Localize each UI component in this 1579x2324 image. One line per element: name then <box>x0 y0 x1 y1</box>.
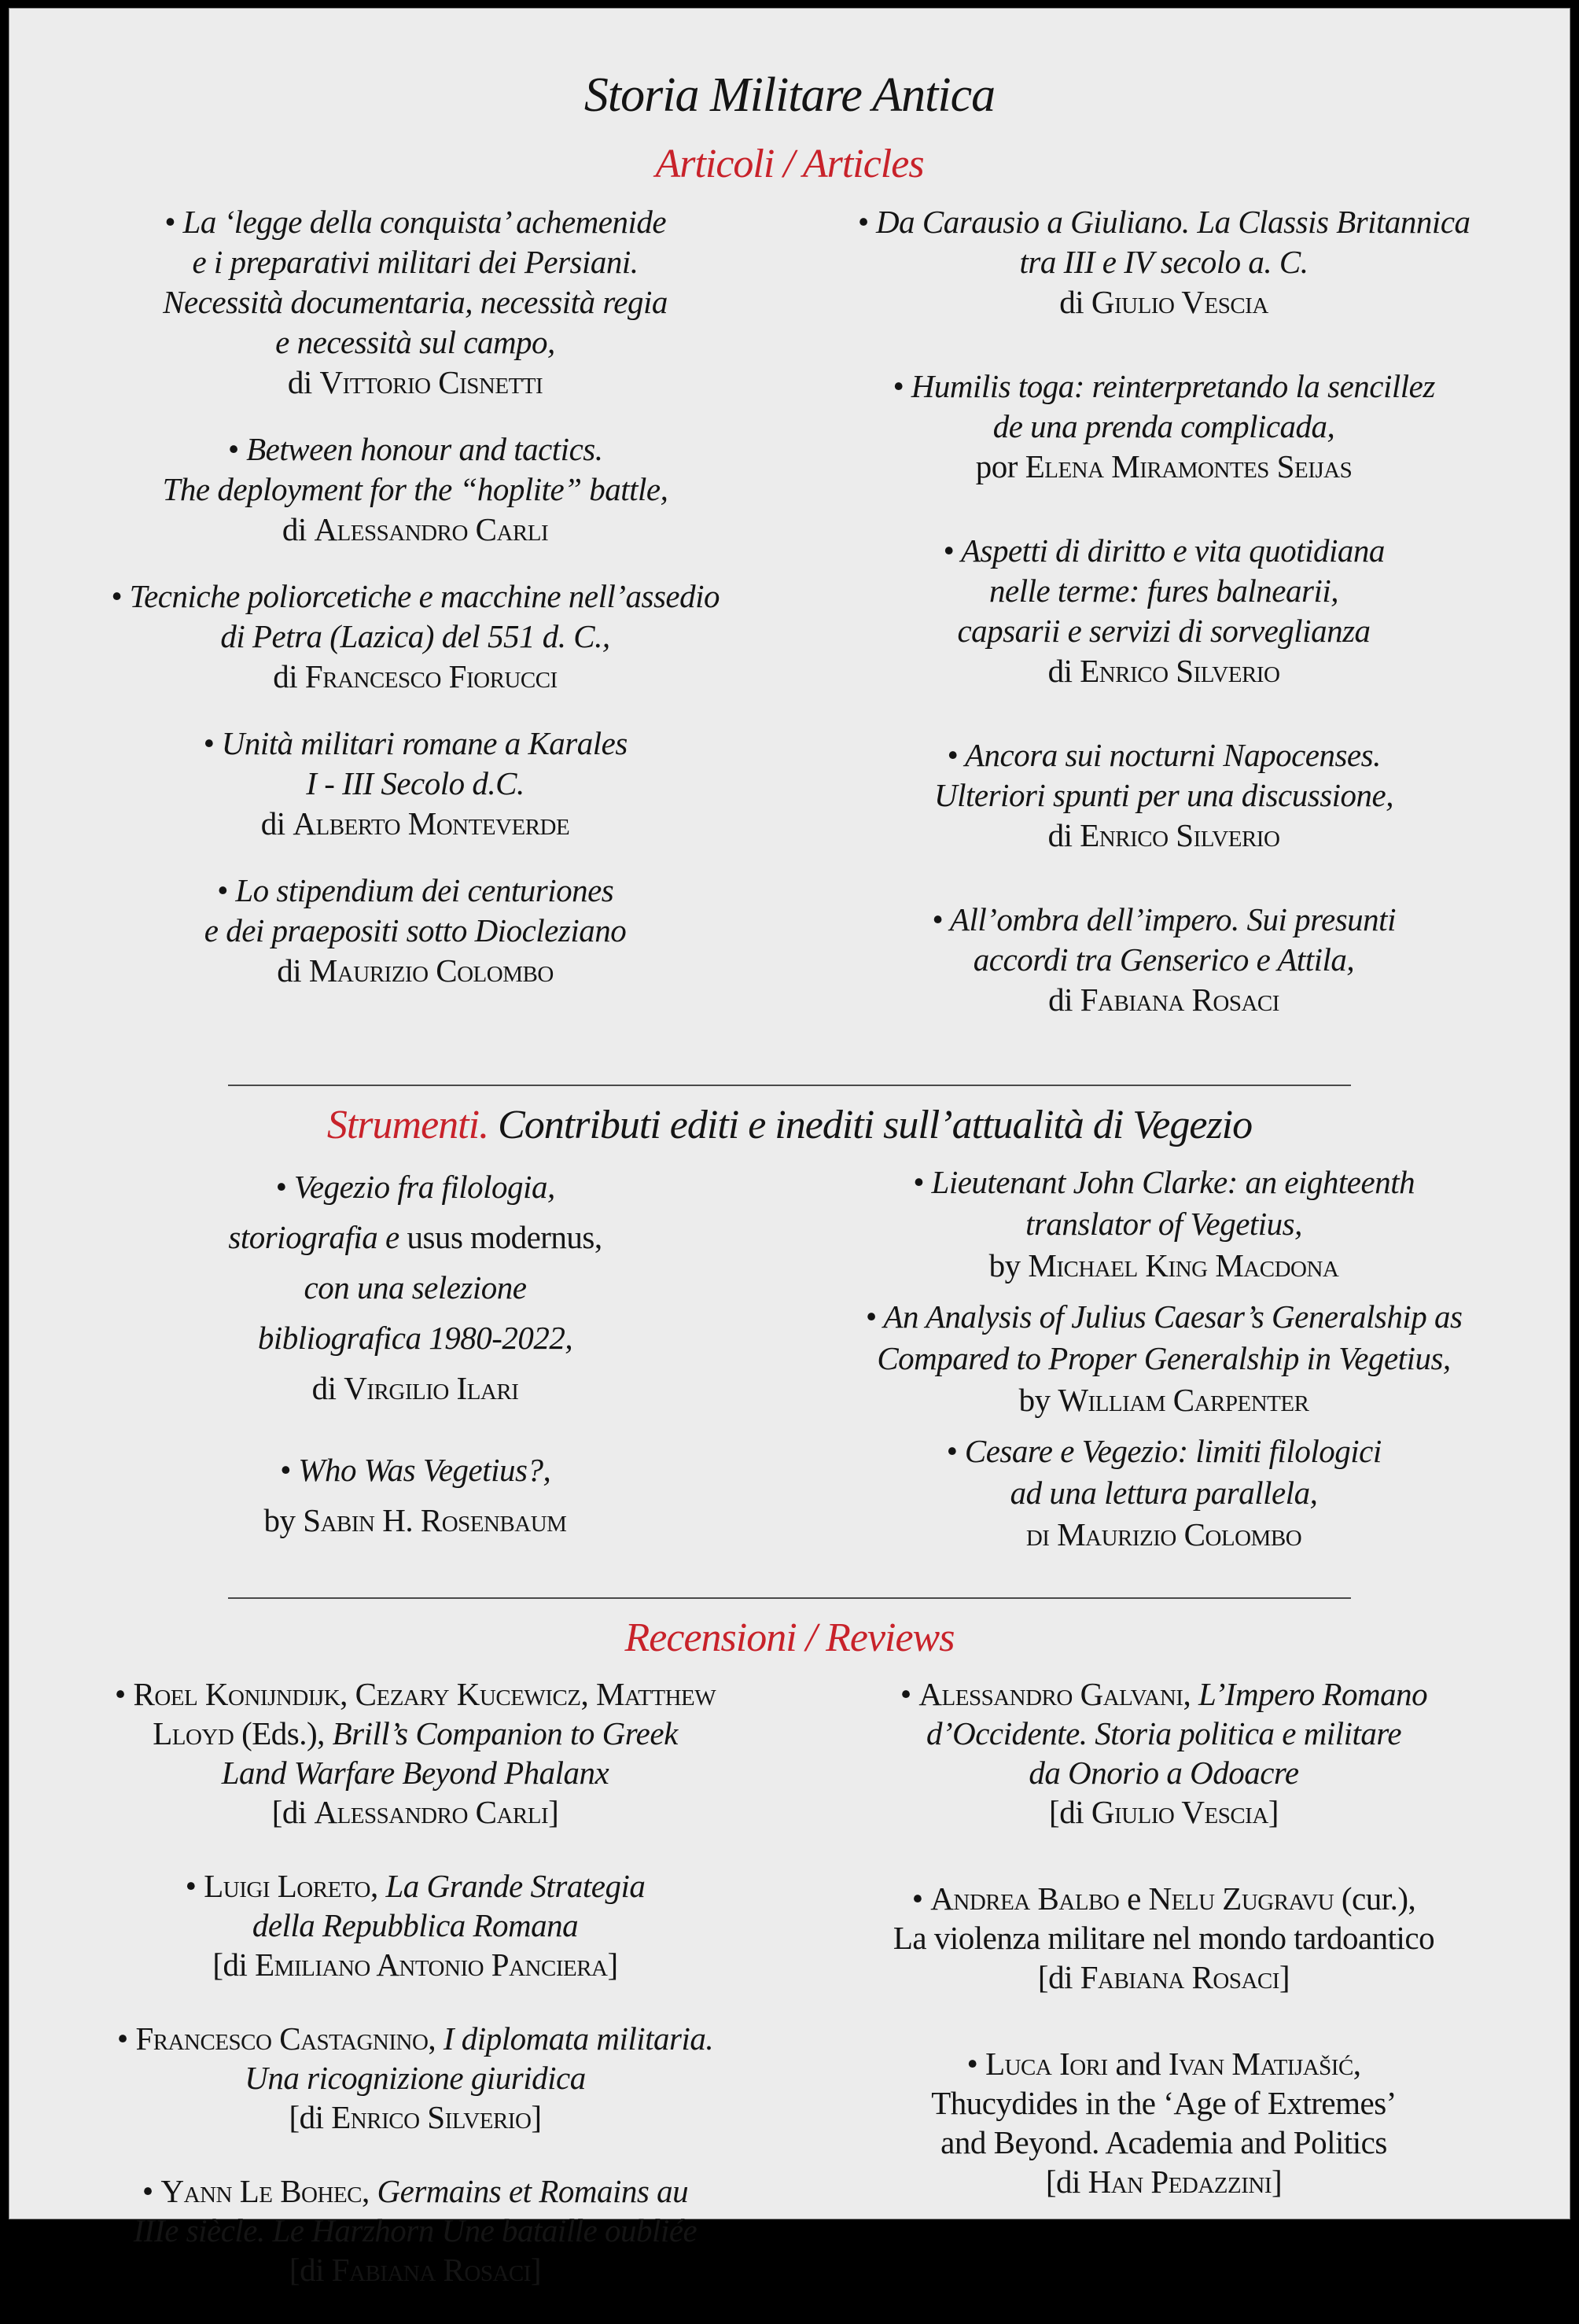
text-segment: accordi tra Genserico e Attila, <box>973 941 1355 978</box>
text-segment: Brill’s Companion to Greek <box>332 1715 678 1751</box>
toc-item <box>41 1162 790 1413</box>
toc-line <box>41 510 790 550</box>
text-segment: I diplomata militaria. <box>443 2020 714 2057</box>
toc-item <box>790 1431 1538 1556</box>
journal-contents-page <box>9 8 1570 2288</box>
toc-line <box>790 900 1538 940</box>
toc-item <box>41 1866 790 1984</box>
text-segment: Han Pedazzini <box>1088 2164 1272 2200</box>
strumenti-column-left <box>41 1162 790 1577</box>
toc-line <box>790 2044 1538 2083</box>
toc-item <box>41 1674 790 1832</box>
text-segment: William Carpenter <box>1058 1382 1309 1418</box>
toc-line <box>41 242 790 282</box>
toc-line <box>41 1866 790 1906</box>
text-segment: ] <box>1268 1794 1279 1830</box>
toc-line <box>790 1918 1538 1958</box>
text-segment: Fabiana Rosaci <box>331 2252 531 2288</box>
text-segment: • <box>911 1880 931 1917</box>
toc-line <box>790 1753 1538 1792</box>
text-segment: e dei praepositi sotto Diocleziano <box>204 912 627 948</box>
text-segment: translator of Vegetius, <box>1025 1206 1302 1242</box>
toc-line <box>41 871 790 911</box>
toc-line <box>41 1792 790 1832</box>
text-segment: • <box>116 2020 136 2057</box>
text-segment: L’Impero Romano <box>1198 1676 1428 1712</box>
toc-line <box>790 1379 1538 1421</box>
text-segment: Ivan Matijašić <box>1168 2046 1353 2082</box>
section-header-articles: Articoli / Articles <box>655 142 924 186</box>
text-segment: [di <box>212 1946 256 1983</box>
text-segment: [di <box>289 2099 332 2135</box>
toc-line <box>41 951 790 991</box>
recensioni-column-left <box>41 1674 790 2324</box>
toc-line <box>41 322 790 363</box>
text-segment: • An Analysis of Julius Caesar’s Generalship as <box>865 1298 1463 1335</box>
text-segment: di <box>1048 982 1080 1018</box>
articles-column-left <box>41 202 790 1064</box>
toc-line <box>41 1262 790 1313</box>
text-segment: ] <box>1279 1959 1290 1995</box>
toc-line <box>790 202 1538 242</box>
toc-line <box>41 1753 790 1792</box>
section-header-strumenti <box>41 1100 1538 1151</box>
text-segment: de una prenda complicada, <box>992 408 1335 444</box>
text-segment: • Aspetti di diritto e vita quotidiana <box>943 532 1385 569</box>
toc-item <box>41 871 790 991</box>
section-divider <box>228 1085 1351 1086</box>
toc-item <box>41 2171 790 2289</box>
text-segment: • Humilis toga: reinterpretando la sencillez <box>893 368 1435 404</box>
text-segment: and Beyond. Academia and Politics <box>940 2124 1387 2160</box>
text-segment: , <box>1183 1676 1198 1712</box>
text-segment: The deployment for the “hoplite” battle, <box>162 471 668 507</box>
toc-line <box>790 1296 1538 1338</box>
section-header-recensioni: Recensioni / Reviews <box>624 1615 955 1660</box>
text-segment: , <box>1353 2046 1361 2082</box>
text-segment: Land Warfare Beyond Phalanx <box>221 1755 609 1791</box>
toc-line <box>790 2083 1538 2123</box>
toc-line <box>41 576 790 617</box>
toc-line <box>41 202 790 242</box>
toc-line <box>41 1445 790 1495</box>
text-segment: bibliografica 1980-2022, <box>257 1320 573 1356</box>
toc-item <box>41 724 790 844</box>
toc-line <box>790 1674 1538 1714</box>
toc-line <box>41 1714 790 1753</box>
text-segment: Vittorio Cisnetti <box>319 364 543 400</box>
toc-line <box>790 1958 1538 1997</box>
toc-item <box>790 366 1538 487</box>
text-segment: ] <box>548 1794 559 1830</box>
text-segment: usus modernus, <box>407 1219 602 1255</box>
toc-line <box>790 531 1538 571</box>
text-segment: • Vegezio fra filologia, <box>275 1169 555 1205</box>
text-segment: e <box>1119 1880 1149 1917</box>
text-segment: di <box>273 658 305 694</box>
text-segment: di <box>1047 817 1080 853</box>
toc-line <box>41 363 790 403</box>
text-segment: d’Occidente. Storia politica e militare <box>926 1715 1402 1751</box>
text-segment: di <box>311 1370 344 1406</box>
text-segment: • Da Carausio a Giuliano. La Classis Britannica <box>857 204 1470 240</box>
toc-item <box>41 429 790 550</box>
toc-item <box>790 2044 1538 2201</box>
section-strumenti <box>41 1100 1538 1577</box>
text-segment: • La ‘legge della conquista’ achemenide <box>164 204 667 240</box>
toc-line <box>41 282 790 322</box>
toc-line <box>790 2162 1538 2201</box>
toc-line <box>41 429 790 470</box>
toc-line <box>41 911 790 951</box>
text-segment: , <box>428 2020 444 2057</box>
toc-item <box>41 202 790 403</box>
toc-line <box>790 1714 1538 1753</box>
text-segment: , <box>362 2173 377 2209</box>
text-segment: di Maurizio Colombo <box>1025 1516 1302 1552</box>
toc-line <box>790 282 1538 322</box>
toc-line <box>790 816 1538 856</box>
toc-line <box>41 1674 790 1714</box>
toc-line <box>790 1472 1538 1514</box>
text-segment: • Unità militari romane a Karales <box>203 725 628 761</box>
text-segment: La violenza militare nel mondo tardoantico <box>893 1920 1435 1956</box>
text-segment: • <box>900 1676 919 1712</box>
text-segment: [di <box>289 2252 332 2288</box>
toc-line <box>790 2123 1538 2162</box>
text-segment: Alessandro Galvani <box>918 1676 1183 1712</box>
strumenti-subtitle: Contributi editi e inediti sull’attualità di Vegezio <box>488 1103 1253 1147</box>
text-segment: Elena Miramontes Seijas <box>1025 448 1353 484</box>
toc-item <box>790 202 1538 322</box>
toc-line <box>41 470 790 510</box>
text-segment: I - III Secolo d.C. <box>306 765 524 801</box>
text-segment: Yann Le Bohec <box>160 2173 363 2209</box>
toc-line <box>790 1203 1538 1245</box>
text-segment: [di <box>1049 1794 1091 1830</box>
toc-line <box>790 1431 1538 1472</box>
text-segment: Lloyd <box>153 1715 234 1751</box>
text-segment: • Ancora sui nocturni Napocenses. <box>947 737 1381 773</box>
toc-line <box>790 242 1538 282</box>
text-segment: ] <box>607 1946 618 1983</box>
toc-line <box>41 804 790 844</box>
toc-line <box>790 940 1538 980</box>
toc-line <box>41 1162 790 1212</box>
toc-line <box>41 764 790 804</box>
text-segment: • <box>185 1868 204 1904</box>
text-segment: • All’ombra dell’impero. Sui presunti <box>932 901 1396 937</box>
articles-column-right <box>790 202 1538 1064</box>
text-segment: IIIe siècle. Le Harzhorn Une bataille oubliée <box>133 2212 697 2248</box>
toc-item <box>790 900 1538 1020</box>
text-segment: e i preparativi militari dei Persiani. <box>192 244 639 280</box>
toc-item <box>790 1879 1538 1997</box>
text-segment: ] <box>530 2252 542 2288</box>
text-segment: Roel Konijndijk, Cezary Kucewicz, Matthew <box>133 1676 716 1712</box>
text-segment: Virgilio Ilari <box>344 1370 519 1406</box>
toc-line <box>790 980 1538 1020</box>
toc-line <box>41 1363 790 1413</box>
text-segment: Alberto Monteverde <box>293 805 570 842</box>
toc-line <box>41 2171 790 2211</box>
text-segment: Compared to Proper Generalship in Vegetius, <box>877 1340 1451 1376</box>
toc-line <box>41 2211 790 2250</box>
text-segment: • Between honour and tactics. <box>227 431 603 467</box>
text-segment: ] <box>531 2099 542 2135</box>
text-segment: nelle terme: fures balnearii, <box>989 573 1338 609</box>
text-segment: storiografia e <box>228 1219 407 1255</box>
text-segment: • Who Was Vegetius?, <box>279 1452 551 1488</box>
page-title: Storia Militare Antica <box>583 68 996 122</box>
text-segment: [di <box>1045 2164 1088 2200</box>
toc-line <box>790 1879 1538 1918</box>
text-segment: Emiliano Antonio Panciera <box>255 1946 608 1983</box>
toc-line <box>790 735 1538 775</box>
toc-line <box>41 724 790 764</box>
text-segment: Francesco Castagnino <box>135 2020 429 2057</box>
text-segment: tra III e IV secolo a. C. <box>1019 244 1308 280</box>
text-segment: (Eds.), <box>234 1715 333 1751</box>
text-segment: da Onorio a Odoacre <box>1029 1755 1299 1791</box>
toc-line <box>790 651 1538 691</box>
text-segment: [di <box>271 1794 315 1830</box>
text-segment: di <box>260 805 293 842</box>
text-segment: • <box>142 2173 161 2209</box>
text-segment: di <box>287 364 320 400</box>
text-segment: Fabiana Rosaci <box>1080 982 1279 1018</box>
text-segment: ] <box>1271 2164 1283 2200</box>
text-segment: di <box>282 511 315 547</box>
text-segment: Enrico Silverio <box>1080 817 1280 853</box>
text-segment: Sabin H. Rosenbaum <box>303 1502 567 1538</box>
text-segment: • Lieutenant John Clarke: an eighteenth <box>912 1164 1415 1200</box>
text-segment: [di <box>1037 1959 1080 1995</box>
toc-line <box>41 1495 790 1545</box>
text-segment: by <box>1018 1382 1058 1418</box>
text-segment: • Lo stipendium dei centuriones <box>216 872 614 908</box>
text-segment: della Repubblica Romana <box>252 1907 579 1943</box>
text-segment: Enrico Silverio <box>1080 653 1280 689</box>
toc-line <box>790 571 1538 611</box>
toc-line <box>41 2019 790 2058</box>
text-segment: Una ricognizione giuridica <box>245 2060 586 2096</box>
text-segment: Michael King Macdona <box>1028 1247 1339 1284</box>
strumenti-columns <box>41 1162 1538 1577</box>
toc-line <box>41 1212 790 1262</box>
text-segment: by <box>988 1247 1029 1284</box>
toc-line <box>41 2250 790 2289</box>
section-recensioni <box>41 1613 1538 2324</box>
toc-item <box>790 735 1538 856</box>
toc-item <box>41 576 790 697</box>
articles-columns <box>41 202 1538 1064</box>
text-segment: Alessandro Carli <box>314 511 549 547</box>
text-segment: Andrea Balbo <box>930 1880 1120 1917</box>
toc-line <box>41 617 790 657</box>
toc-line <box>790 1338 1538 1379</box>
toc-line <box>790 407 1538 447</box>
text-segment: and <box>1107 2046 1169 2082</box>
text-segment: e necessità sul campo, <box>275 324 555 360</box>
toc-line <box>790 1514 1538 1556</box>
toc-item <box>41 1445 790 1545</box>
toc-item <box>790 1296 1538 1421</box>
text-segment: Giulio Vescia <box>1091 284 1268 320</box>
toc-line <box>41 1313 790 1363</box>
text-segment: (cur.), <box>1334 1880 1416 1917</box>
toc-item <box>790 1162 1538 1287</box>
text-segment: di Petra (Lazica) del 551 d. C., <box>220 618 610 654</box>
toc-line <box>790 366 1538 407</box>
text-segment: by <box>263 1502 304 1538</box>
text-segment: Ulteriori spunti per una discussione, <box>934 777 1393 813</box>
toc-line <box>790 1792 1538 1832</box>
text-segment: • Cesare e Vegezio: limiti filologici <box>946 1433 1382 1469</box>
text-segment: Thucydides in the ‘Age of Extremes’ <box>931 2085 1397 2121</box>
toc-line <box>790 611 1538 651</box>
toc-line <box>41 2097 790 2137</box>
section-articles <box>41 139 1538 1064</box>
recensioni-columns <box>41 1674 1538 2324</box>
strumenti-column-right <box>790 1162 1538 1577</box>
strumenti-label: Strumenti. <box>326 1103 489 1147</box>
toc-line <box>41 1906 790 1945</box>
text-segment: capsarii e servizi di sorveglianza <box>957 613 1371 649</box>
text-segment: La Grande Strategia <box>385 1868 646 1904</box>
text-segment: por <box>975 448 1025 484</box>
text-segment: Fabiana Rosaci <box>1080 1959 1279 1995</box>
text-segment: Alessandro Carli <box>314 1794 549 1830</box>
text-segment: Necessità documentaria, necessità regia <box>163 284 668 320</box>
toc-line <box>41 2058 790 2097</box>
toc-item <box>790 1674 1538 1832</box>
toc-line <box>41 657 790 697</box>
text-segment: Luca Iori <box>985 2046 1108 2082</box>
text-segment: Maurizio Colombo <box>308 952 554 989</box>
text-segment: Francesco Fiorucci <box>304 658 558 694</box>
text-segment: Nelu Zugravu <box>1148 1880 1334 1917</box>
toc-line <box>790 1245 1538 1287</box>
text-segment: • Tecniche poliorcetiche e macchine nell’assedio <box>110 578 720 614</box>
text-segment: • <box>966 2046 986 2082</box>
text-segment: , <box>370 1868 386 1904</box>
text-segment: • <box>114 1676 134 1712</box>
toc-item <box>41 2019 790 2137</box>
text-segment: di <box>1047 653 1080 689</box>
toc-line <box>790 775 1538 816</box>
text-segment: ad una lettura parallela, <box>1010 1475 1318 1511</box>
text-segment: Luigi Loreto <box>204 1868 370 1904</box>
text-segment: Germains et Romains au <box>377 2173 689 2209</box>
toc-line <box>41 1945 790 1984</box>
text-segment: Giulio Vescia <box>1091 1794 1268 1830</box>
section-divider <box>228 1597 1351 1599</box>
text-segment: di <box>1059 284 1091 320</box>
text-segment: Enrico Silverio <box>331 2099 532 2135</box>
text-segment: con una selezione <box>304 1269 527 1306</box>
toc-line <box>790 447 1538 487</box>
toc-line <box>790 1162 1538 1203</box>
text-segment: di <box>277 952 309 989</box>
recensioni-column-right <box>790 1674 1538 2324</box>
toc-item <box>790 531 1538 691</box>
